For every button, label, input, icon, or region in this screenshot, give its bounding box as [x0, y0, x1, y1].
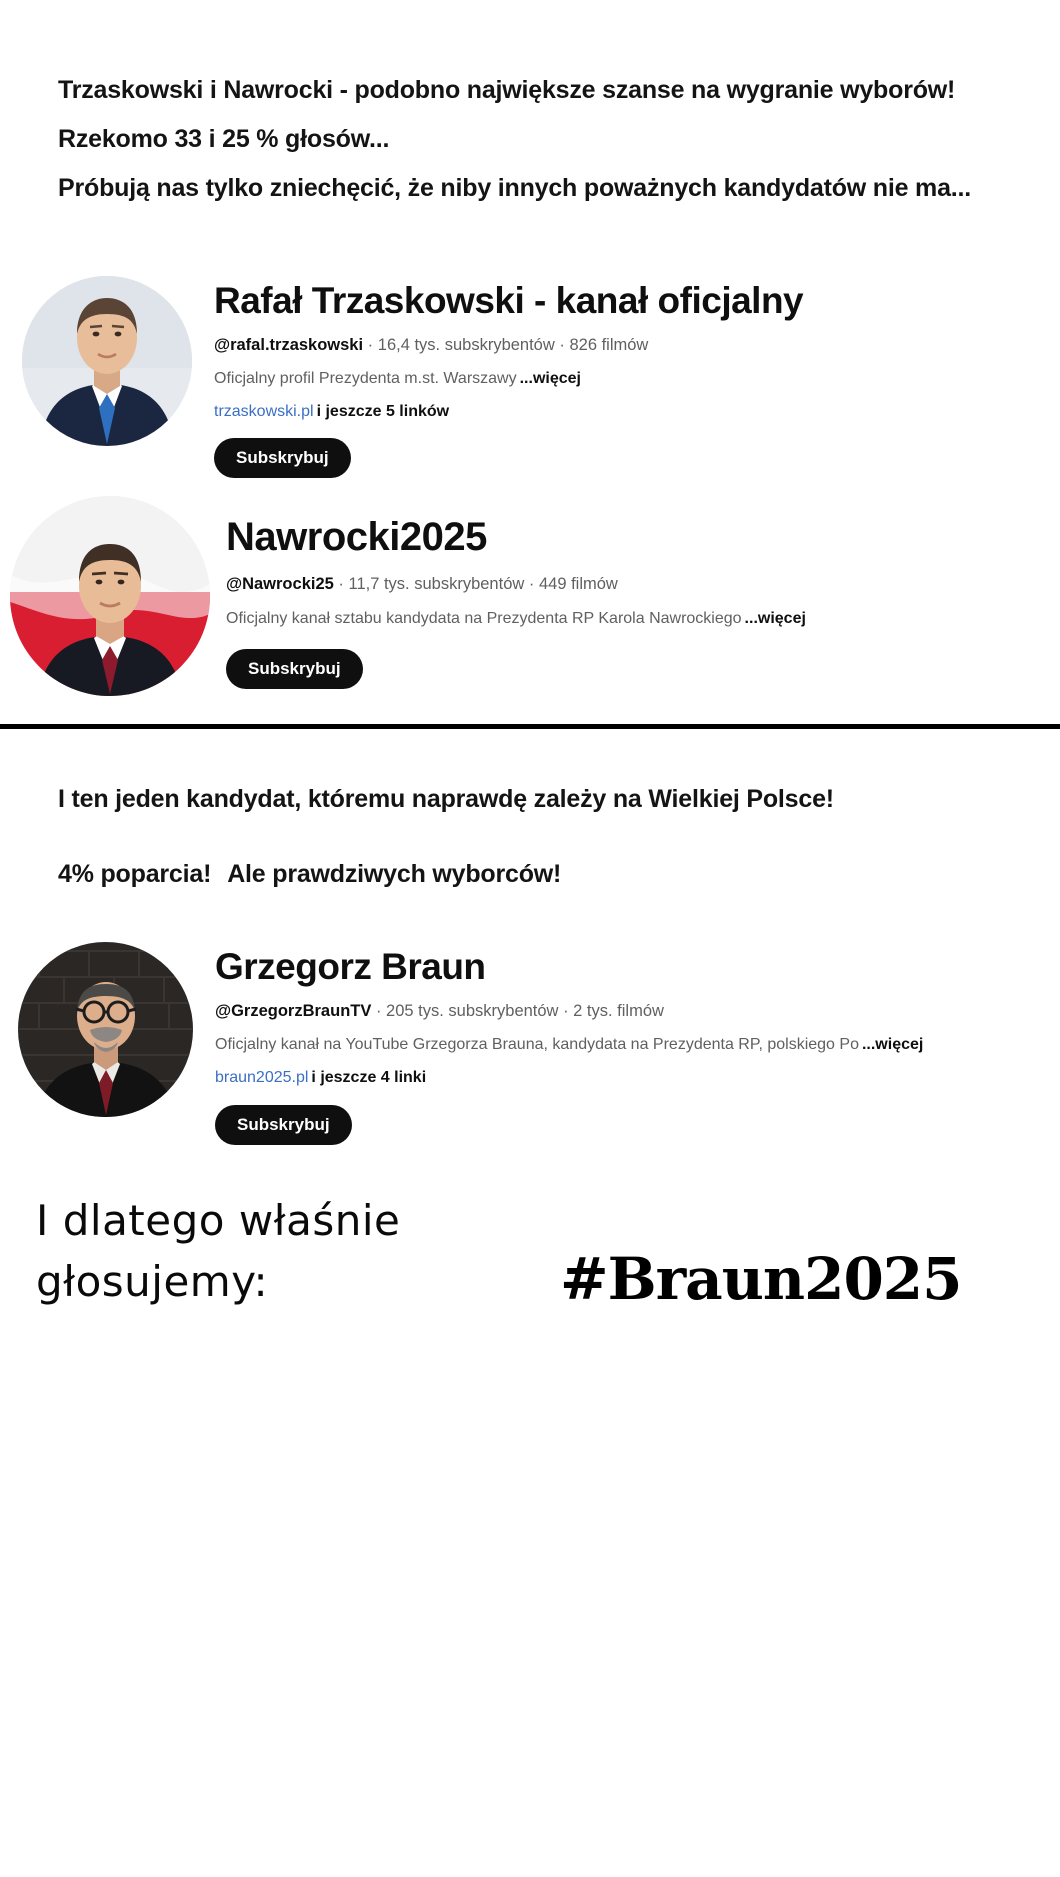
subscribe-button[interactable]: Subskrybuj — [226, 649, 363, 689]
meta-separator-2: · — [559, 335, 565, 354]
subscribe-button[interactable]: Subskrybuj — [214, 438, 351, 478]
channel-description-row[interactable] — [215, 1034, 945, 1056]
channel-more-button[interactable]: ...więcej — [861, 1036, 924, 1054]
channel-more-button[interactable]: ...więcej — [744, 609, 806, 627]
channel-primary-link[interactable]: braun2025.pl — [215, 1068, 309, 1086]
meta-separator-1: · — [338, 575, 344, 594]
channel-subscribers: 205 tys. subskrybentów — [386, 1001, 559, 1020]
channel-info-nawrocki — [226, 496, 906, 689]
channel-description: Oficjalny kanał sztabu kandydata na Prezydenta RP Karola Nawrockiego — [226, 609, 742, 627]
channel-video-count: 826 filmów — [569, 335, 649, 354]
channel-video-count: 449 filmów — [538, 575, 618, 594]
hashtag-braun2025: #Braun2025 — [560, 1244, 962, 1313]
subscribe-button[interactable]: Subskrybuj — [215, 1105, 352, 1145]
channel-links-row[interactable] — [214, 402, 914, 423]
channel-title: Rafał Trzaskowski - kanał oficjalny — [214, 280, 804, 321]
channel-video-count: 2 tys. filmów — [573, 1001, 664, 1020]
channel-description: Oficjalny kanał na YouTube Grzegorza Brauna, kandydata na Prezydenta RP, polskiego Po — [215, 1036, 859, 1054]
channel-meta — [215, 1001, 945, 1022]
avatar-nawrocki[interactable] — [10, 496, 210, 696]
top-caption-block — [0, 0, 1048, 201]
mid-caption-line-1: I ten jeden kandydat, któremu naprawdę zależy na Wielkiej Polsce! — [58, 785, 834, 814]
handwritten-line-1: I dlatego właśnie — [36, 1195, 401, 1245]
mid-caption-line-2 — [58, 862, 1060, 887]
mid-caption-line-2b: Ale prawdziwych wyborców! — [227, 860, 562, 889]
channel-subscribers: 16,4 tys. subskrybentów — [377, 335, 555, 354]
mid-caption-line-2a: 4% poparcia! — [58, 860, 212, 889]
channel-subscribers: 11,7 tys. subskrybentów — [348, 575, 525, 594]
channel-meta — [214, 335, 914, 356]
bottom-caption-block — [0, 1185, 1060, 1365]
channel-info-trzaskowski — [214, 276, 914, 478]
channel-description: Oficjalny profil Prezydenta m.st. Warszawy — [214, 369, 517, 387]
channel-card-nawrocki[interactable] — [10, 496, 1060, 696]
top-caption-line-2: Rzekomo 33 i 25 % głosów... — [58, 125, 390, 153]
channel-info-braun — [215, 942, 945, 1144]
avatar-trzaskowski[interactable] — [22, 276, 192, 446]
meta-separator-2: · — [528, 575, 535, 594]
meta-separator-1: · — [375, 1001, 382, 1020]
meta-separator-1: · — [367, 335, 374, 354]
top-caption-line-1: Trzaskowski i Nawrocki - podobno największe szanse na wygranie wyborów! — [58, 76, 956, 104]
mid-caption-block — [0, 729, 1060, 887]
channel-handle: @GrzegorzBraunTV — [215, 1001, 372, 1020]
channel-more-button[interactable]: ...więcej — [519, 369, 581, 387]
handwritten-line-2: głosujemy: — [36, 1256, 269, 1306]
channel-title: Nawrocki2025 — [226, 515, 487, 560]
top-caption-line-3: Próbują nas tylko zniechęcić, że niby innych poważnych kandydatów nie ma... — [58, 174, 972, 202]
meta-separator-2: · — [563, 1001, 569, 1020]
channel-card-trzaskowski[interactable] — [22, 276, 1060, 478]
channel-description-row[interactable] — [226, 608, 906, 630]
channel-primary-link[interactable]: trzaskowski.pl — [214, 402, 314, 420]
channel-handle: @Nawrocki25 — [226, 575, 334, 594]
channel-links-row[interactable] — [215, 1068, 945, 1089]
channel-more-links[interactable]: i jeszcze 4 linki — [311, 1068, 427, 1086]
channel-handle: @rafal.trzaskowski — [214, 335, 364, 354]
handwritten-caption — [36, 1191, 400, 1313]
channel-card-braun[interactable] — [18, 942, 1060, 1144]
avatar-braun[interactable] — [18, 942, 193, 1117]
channel-meta — [226, 574, 906, 595]
channel-title: Grzegorz Braun — [215, 946, 486, 988]
channel-description-row[interactable] — [214, 368, 914, 390]
channel-more-links[interactable]: i jeszcze 5 linków — [316, 402, 450, 420]
